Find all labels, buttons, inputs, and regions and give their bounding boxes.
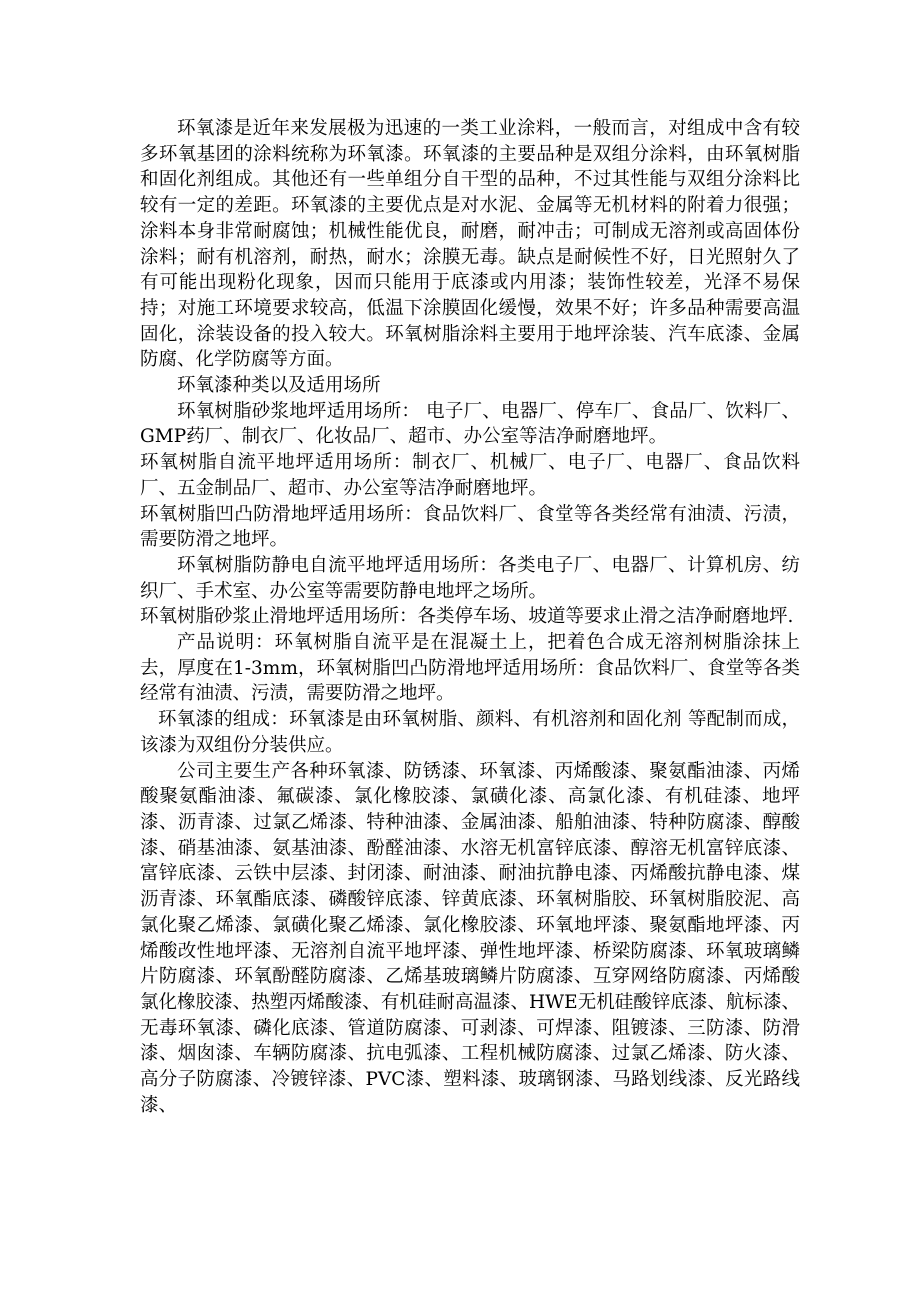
paragraph-mortar-non-slip-floor: 环氧树脂砂浆止滑地坪适用场所：各类停车场、坡道等要求止滑之洁净耐磨地坪. — [140, 606, 794, 628]
document-body — [140, 116, 800, 1118]
paragraph-product-description: 产品说明：环氧树脂自流平是在混凝土上，把着色合成无溶剂树脂涂抹上去，厚度在1-3mm，环氧树脂凹凸防滑地坪适用场所：食品饮料厂、食堂等各类经常有油渍、污渍，需要防滑之地坪。 — [140, 632, 800, 705]
paragraph-anti-slip-floor: 环氧树脂凹凸防滑地坪适用场所：食品饮料厂、食堂等各类经常有油渍、污渍，需要防滑之地坪。 — [140, 503, 800, 551]
paragraph-self-leveling-floor: 环氧树脂自流平地坪适用场所：制衣厂、机械厂、电子厂、电器厂、食品饮料厂、五金制品厂、超市、办公室等洁净耐磨地坪。 — [140, 452, 800, 499]
section-heading-types: 环氧漆种类以及适用场所 — [177, 375, 381, 397]
paragraph-company-products: 公司主要生产各种环氧漆、防锈漆、环氧漆、丙烯酸漆、聚氨酯油漆、丙烯酸聚氨酯油漆、氟碳漆、氯化橡胶漆、氯磺化漆、高氯化漆、有机硅漆、地坪漆、沥青漆、过氯乙烯漆、特种油漆、金属油漆、船舶油漆、特种防腐漆、醇酸漆、硝基油漆、氨基油漆、酚醛油漆、水溶无机富锌底漆、醇溶无机富锌底漆、富锌底漆、云铁中层漆、封闭漆、耐油漆、耐油抗静电漆、丙烯酸抗静电漆、煤沥青漆、环氧酯底漆、磷酸锌底漆、锌黄底漆、环氧树脂胶、环氧树脂胶泥、高氯化聚乙烯漆、氯磺化聚乙烯漆、氯化橡胶漆、环氧地坪漆、聚氨酯地坪漆、丙烯酸改性地坪漆、无溶剂自流平地坪漆、弹性地坪漆、桥梁防腐漆、环氧玻璃鳞片防腐漆、环氧酚醛防腐漆、乙烯基玻璃鳞片防腐漆、互穿网络防腐漆、丙烯酸氯化橡胶漆、热塑丙烯酸漆、有机硅耐高温漆、HWE无机硅酸锌底漆、航标漆、无毒环氧漆、磷化底漆、管道防腐漆、可剥漆、可焊漆、阻镀漆、三防漆、防滑漆、烟囱漆、车辆防腐漆、抗电弧漆、工程机械防腐漆、过氯乙烯漆、防火漆、高分子防腐漆、冷镀锌漆、PVC漆、塑料漆、玻璃钢漆、马路划线漆、反光路线漆、 — [140, 760, 800, 1116]
paragraph-mortar-floor: 环氧树脂砂浆地坪适用场所： 电子厂、电器厂、停车厂、食品厂、饮料厂、GMP药厂、制衣厂、化妆品厂、超市、办公室等洁净耐磨地坪。 — [140, 400, 800, 448]
paragraph-composition: 环氧漆的组成：环氧漆是由环氧树脂、颜料、有机溶剂和固化剂 等配制而成，该漆为双组份分装供应。 — [140, 709, 800, 756]
paragraph-anti-static-floor: 环氧树脂防静电自流平地坪适用场所：各类电子厂、电器厂、计算机房、纺织厂、手术室、办公室等需要防静电地坪之场所。 — [140, 554, 800, 602]
paragraph-intro: 环氧漆是近年来发展极为迅速的一类工业涂料，一般而言，对组成中含有较多环氧基团的涂料统称为环氧漆。环氧漆的主要品种是双组分涂料，由环氧树脂和固化剂组成。其他还有一些单组分自干型的品种，不过其性能与双组分涂料比较有一定的差距。环氧漆的主要优点是对水泥、金属等无机材料的附着力很强；涂料本身非常耐腐蚀；机械性能优良，耐磨，耐冲击；可制成无溶剂或高固体份涂料；耐有机溶剂，耐热，耐水；涂膜无毒。缺点是耐候性不好，日光照射久了有可能出现粉化现象，因而只能用于底漆或内用漆；装饰性较差，光泽不易保持；对施工环境要求较高，低温下涂膜固化缓慢，效果不好；许多品种需要高温固化，涂装设备的投入较大。环氧树脂涂料主要用于地坪涂装、汽车底漆、金属防腐、化学防腐等方面。 — [140, 118, 800, 371]
